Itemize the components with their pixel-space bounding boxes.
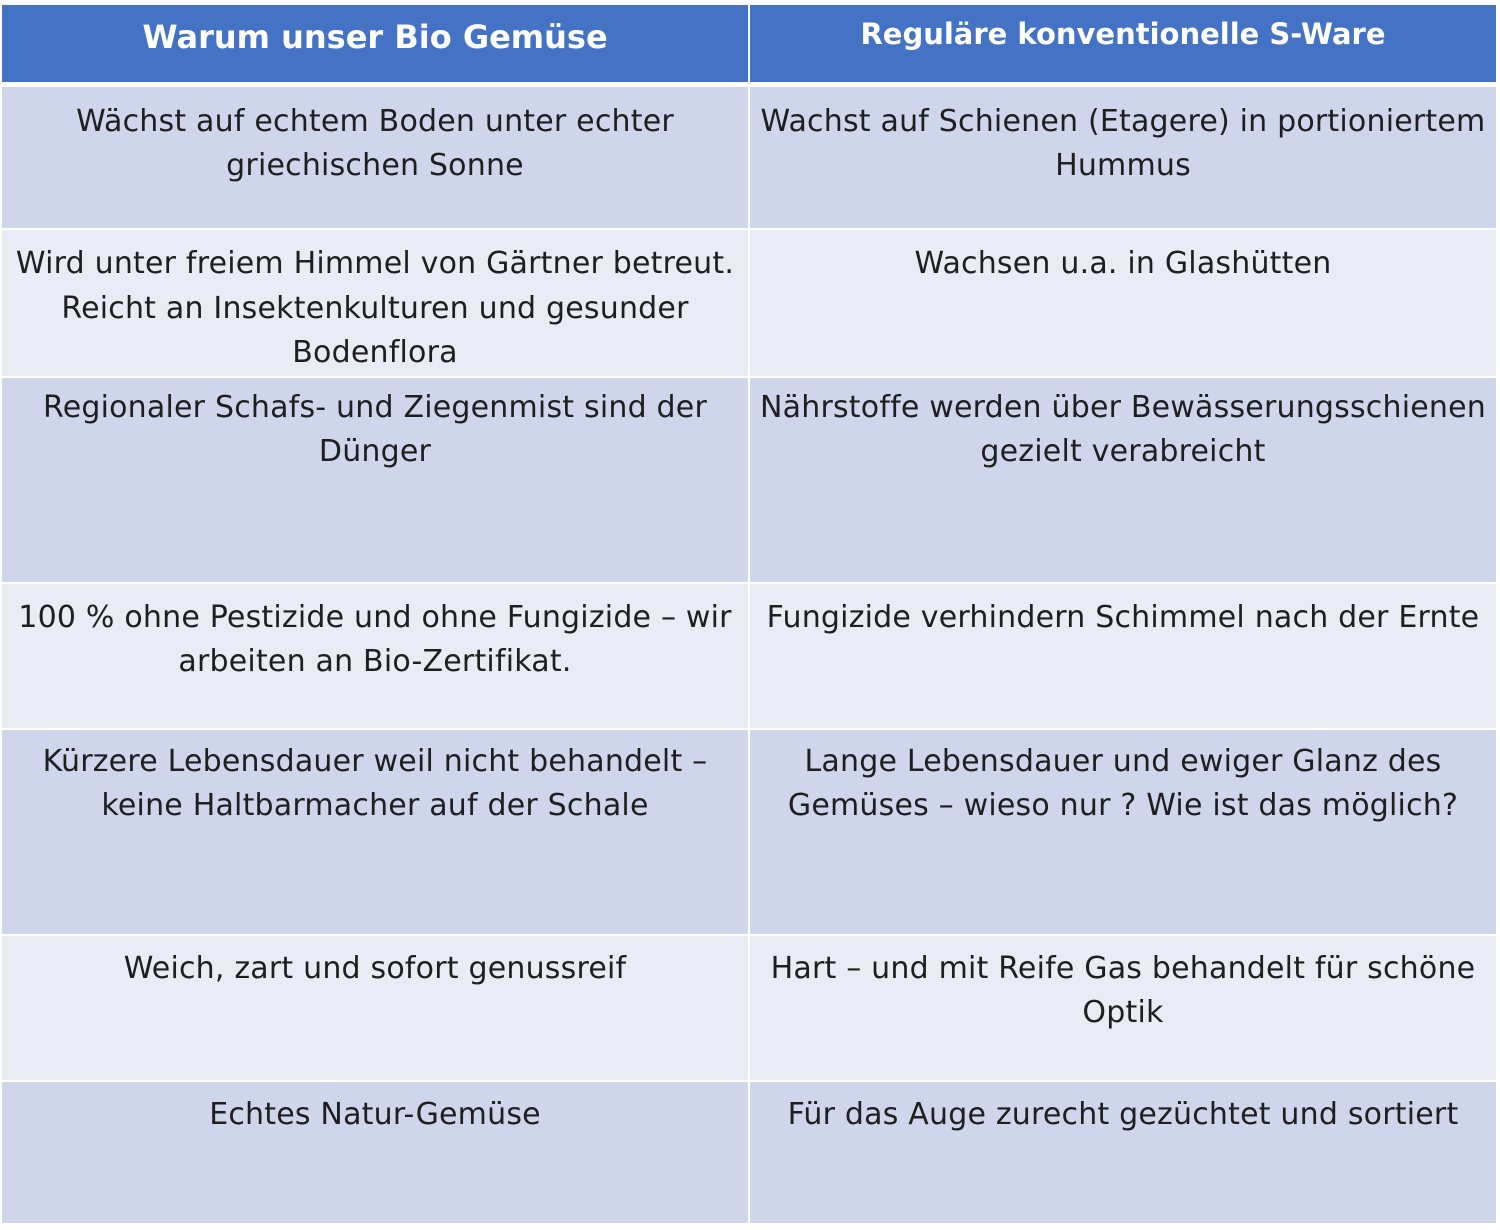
cell-bio: Wird unter freiem Himmel von Gärtner betreut. Reicht an Insektenkulturen und gesunder Bodenflora — [2, 229, 749, 377]
header-bio: Warum unser Bio Gemüse — [2, 5, 749, 84]
cell-bio: Echtes Natur-Gemüse — [2, 1081, 749, 1224]
cell-conventional: Wachsen u.a. in Glashütten — [749, 229, 1496, 377]
cell-conventional: Fungizide verhindern Schimmel nach der Ernte — [749, 583, 1496, 729]
cell-bio: Kürzere Lebensdauer weil nicht behandelt – keine Haltbarmacher auf der Schale — [2, 729, 749, 935]
cell-conventional: Für das Auge zurecht gezüchtet und sortiert — [749, 1081, 1496, 1224]
cell-conventional: Wachst auf Schienen (Etagere) in portioniertem Hummus — [749, 84, 1496, 229]
comparison-table — [2, 5, 1496, 1225]
cell-bio: Wächst auf echtem Boden unter echter griechischen Sonne — [2, 84, 749, 229]
table-row — [2, 377, 1496, 583]
table-row — [2, 1081, 1496, 1224]
cell-bio: 100 % ohne Pestizide und ohne Fungizide – wir arbeiten an Bio-Zertifikat. — [2, 583, 749, 729]
cell-conventional: Lange Lebensdauer und ewiger Glanz des Gemüses – wieso nur ? Wie ist das möglich? — [749, 729, 1496, 935]
cell-bio: Weich, zart und sofort genussreif — [2, 935, 749, 1081]
table-row — [2, 729, 1496, 935]
table-row — [2, 583, 1496, 729]
header-conventional: Reguläre konventionelle S-Ware — [749, 5, 1496, 84]
table-row — [2, 935, 1496, 1081]
cell-bio: Regionaler Schafs- und Ziegenmist sind der Dünger — [2, 377, 749, 583]
table-row — [2, 229, 1496, 377]
cell-conventional: Hart – und mit Reife Gas behandelt für schöne Optik — [749, 935, 1496, 1081]
table-header — [2, 5, 1496, 84]
cell-conventional: Nährstoffe werden über Bewässerungsschienen gezielt verabreicht — [749, 377, 1496, 583]
table-body — [2, 84, 1496, 1224]
table-row — [2, 84, 1496, 229]
header-row — [2, 5, 1496, 84]
